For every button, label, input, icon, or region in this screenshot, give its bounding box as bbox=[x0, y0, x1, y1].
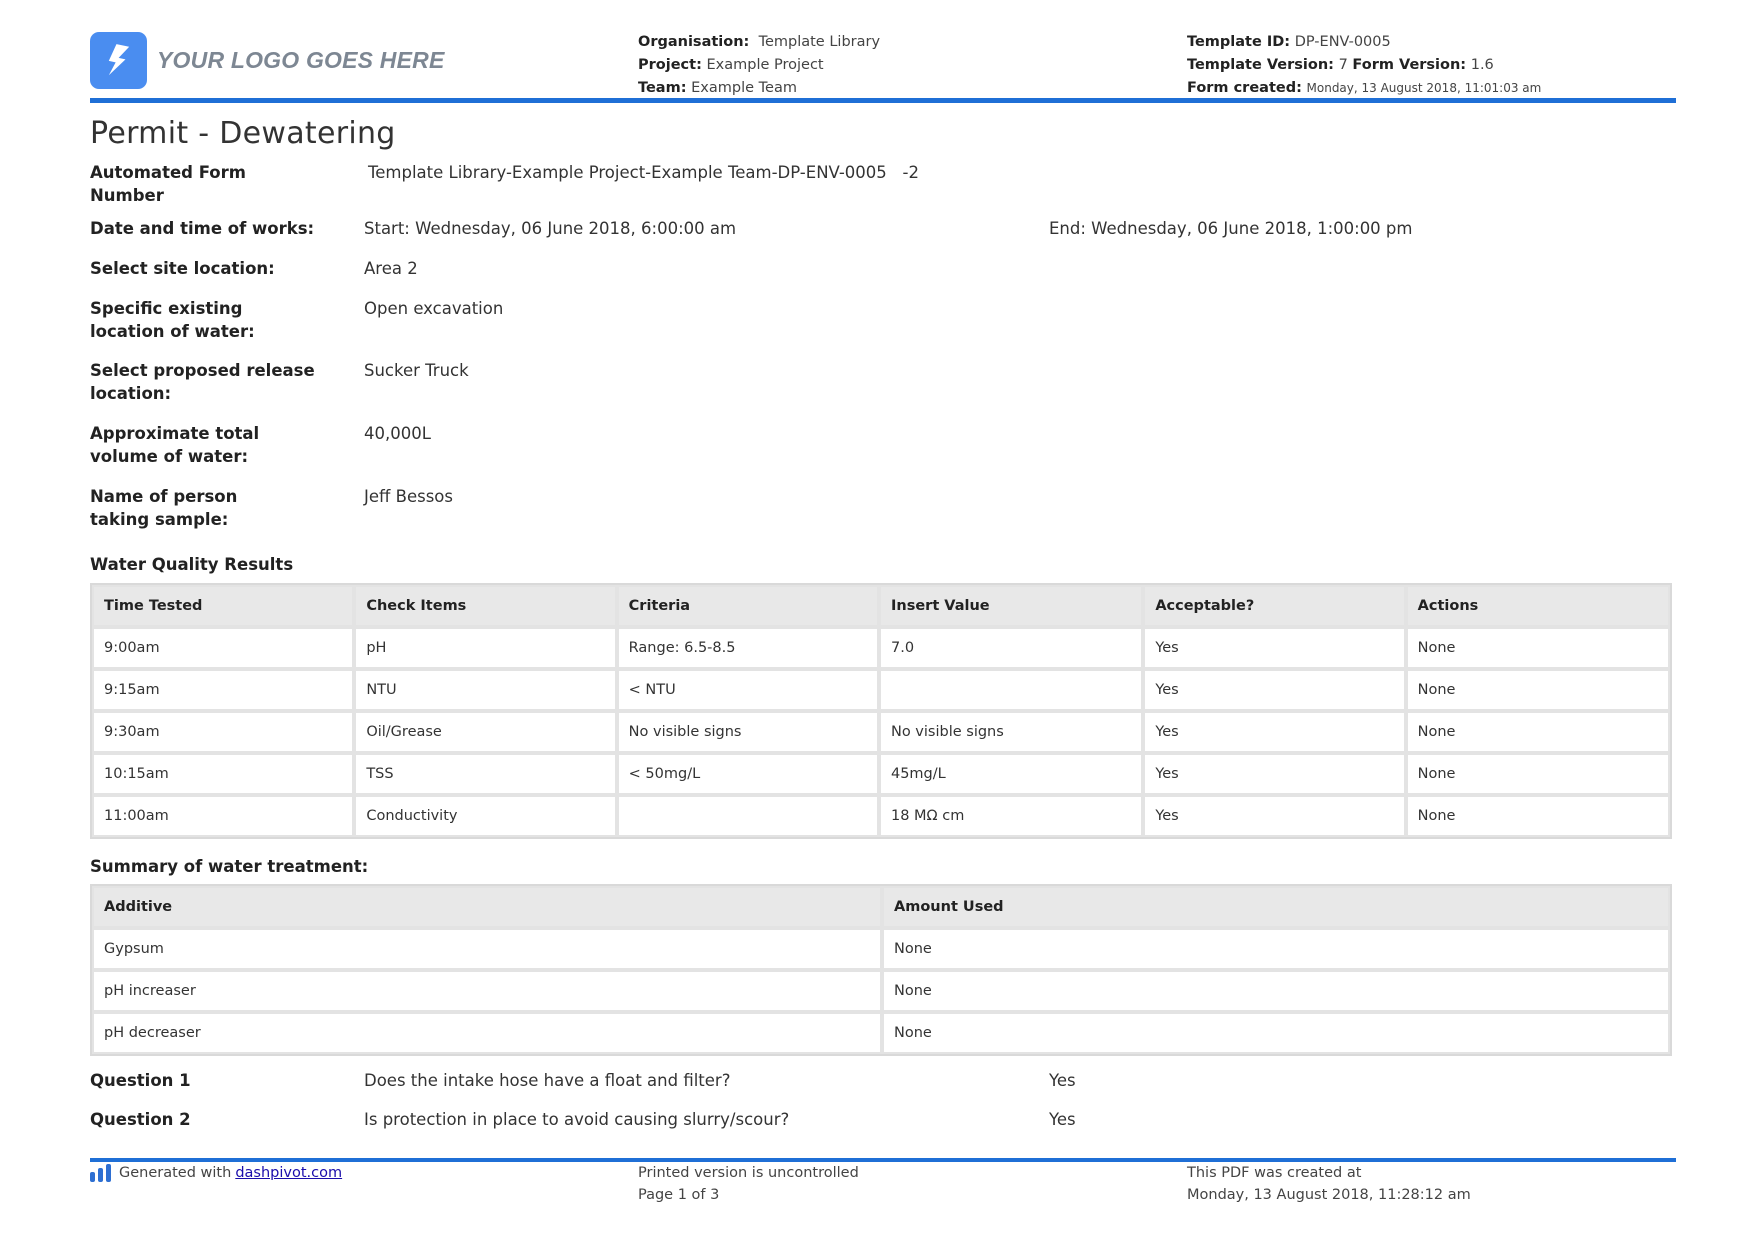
table-cell: No visible signs bbox=[879, 711, 1143, 753]
column-header: Actions bbox=[1406, 585, 1670, 627]
form-version-value: 1.6 bbox=[1470, 57, 1494, 73]
table-cell: None bbox=[1406, 711, 1670, 753]
table-cell: Conductivity bbox=[354, 795, 616, 837]
template-id-label: Template ID: bbox=[1187, 34, 1291, 50]
organisation-value: Template Library bbox=[758, 34, 881, 50]
table-row bbox=[92, 970, 1670, 1012]
table-row bbox=[92, 753, 1670, 795]
person-label: Name of person taking sample: bbox=[90, 487, 238, 529]
works-label: Date and time of works: bbox=[90, 219, 315, 238]
table-cell: None bbox=[882, 928, 1670, 970]
treatment-table bbox=[90, 884, 1672, 1056]
table-cell: Yes bbox=[1143, 669, 1405, 711]
water-quality-table bbox=[90, 583, 1672, 839]
table-cell: 7.0 bbox=[879, 627, 1143, 669]
table-cell: 10:15am bbox=[92, 753, 354, 795]
question-1-text: Does the intake hose have a float and filter? bbox=[364, 1071, 731, 1090]
column-header: Check Items bbox=[354, 585, 616, 627]
table-cell bbox=[617, 795, 879, 837]
release-location-label: Select proposed release location: bbox=[90, 361, 315, 403]
project-label: Project: bbox=[638, 57, 702, 73]
form-version-label: Form Version: bbox=[1352, 57, 1467, 73]
table-cell: TSS bbox=[354, 753, 616, 795]
footer-generated bbox=[90, 1162, 342, 1184]
table-row bbox=[92, 795, 1670, 837]
table-row bbox=[92, 627, 1670, 669]
generated-text: Generated with bbox=[119, 1165, 232, 1181]
question-2-answer: Yes bbox=[1049, 1110, 1076, 1129]
works-start-value: Start: Wednesday, 06 June 2018, 6:00:00 am bbox=[364, 219, 737, 238]
table-cell bbox=[879, 669, 1143, 711]
table-cell: Yes bbox=[1143, 795, 1405, 837]
team-label: Team: bbox=[638, 80, 687, 96]
header-divider bbox=[90, 98, 1676, 103]
page-header bbox=[90, 26, 1676, 104]
existing-location-label: Specific existing location of water: bbox=[90, 299, 255, 341]
table-cell: None bbox=[1406, 669, 1670, 711]
question-2-label: Question 2 bbox=[90, 1110, 191, 1129]
footer-print-info bbox=[638, 1162, 859, 1206]
column-header: Additive bbox=[92, 886, 882, 928]
pdf-created-date: Monday, 13 August 2018, 11:28:12 am bbox=[1187, 1187, 1471, 1203]
uncontrolled-notice: Printed version is uncontrolled bbox=[638, 1165, 859, 1181]
table-header-row bbox=[92, 585, 1670, 627]
form-created-value: Monday, 13 August 2018, 11:01:03 am bbox=[1306, 81, 1542, 95]
table-row bbox=[92, 669, 1670, 711]
table-cell: pH increaser bbox=[92, 970, 882, 1012]
form-number-label: Automated Form Number bbox=[90, 163, 246, 205]
table-cell: None bbox=[1406, 795, 1670, 837]
table-row bbox=[92, 711, 1670, 753]
page-title: Permit - Dewatering bbox=[90, 116, 396, 151]
column-header: Insert Value bbox=[879, 585, 1143, 627]
header-template-info bbox=[1187, 31, 1541, 100]
table-cell: 9:00am bbox=[92, 627, 354, 669]
table-cell: Gypsum bbox=[92, 928, 882, 970]
project-value: Example Project bbox=[706, 57, 824, 73]
table-cell: < NTU bbox=[617, 669, 879, 711]
table-cell: Oil/Grease bbox=[354, 711, 616, 753]
template-version-label: Template Version: bbox=[1187, 57, 1334, 73]
table-cell: pH bbox=[354, 627, 616, 669]
column-header: Time Tested bbox=[92, 585, 354, 627]
question-1-answer: Yes bbox=[1049, 1071, 1076, 1090]
column-header: Amount Used bbox=[882, 886, 1670, 928]
table-cell: 9:15am bbox=[92, 669, 354, 711]
table-cell: 11:00am bbox=[92, 795, 354, 837]
table-cell: pH decreaser bbox=[92, 1012, 882, 1054]
table-cell: None bbox=[882, 970, 1670, 1012]
existing-location-value: Open excavation bbox=[364, 299, 504, 318]
dashpivot-icon bbox=[90, 1164, 111, 1182]
volume-label: Approximate total volume of water: bbox=[90, 424, 260, 466]
organisation-label: Organisation: bbox=[638, 34, 750, 50]
volume-value: 40,000L bbox=[364, 424, 431, 443]
table-cell: < 50mg/L bbox=[617, 753, 879, 795]
column-header: Criteria bbox=[617, 585, 879, 627]
table-cell: 45mg/L bbox=[879, 753, 1143, 795]
table-cell: None bbox=[1406, 627, 1670, 669]
dashpivot-link[interactable]: dashpivot.com bbox=[235, 1165, 343, 1181]
form-number-value: Template Library-Example Project-Example Team-DP-ENV-0005 -2 bbox=[368, 163, 919, 182]
site-value: Area 2 bbox=[364, 259, 418, 278]
table-cell: None bbox=[882, 1012, 1670, 1054]
site-label: Select site location: bbox=[90, 259, 275, 278]
table-row bbox=[92, 1012, 1670, 1054]
logo-text: YOUR LOGO GOES HERE bbox=[157, 47, 445, 73]
table-row bbox=[92, 928, 1670, 970]
table-header-row bbox=[92, 886, 1670, 928]
table-cell: Yes bbox=[1143, 753, 1405, 795]
table-cell: Yes bbox=[1143, 627, 1405, 669]
treatment-title: Summary of water treatment: bbox=[90, 857, 369, 876]
header-project-info bbox=[638, 31, 880, 100]
question-1-label: Question 1 bbox=[90, 1071, 191, 1090]
team-value: Example Team bbox=[691, 80, 797, 96]
column-header: Acceptable? bbox=[1143, 585, 1405, 627]
table-cell: 18 MΩ cm bbox=[879, 795, 1143, 837]
template-id-value: DP-ENV-0005 bbox=[1294, 34, 1391, 50]
release-location-value: Sucker Truck bbox=[364, 361, 469, 380]
table-cell: No visible signs bbox=[617, 711, 879, 753]
form-created-label: Form created: bbox=[1187, 80, 1302, 96]
company-logo bbox=[90, 32, 445, 89]
works-end-value: End: Wednesday, 06 June 2018, 1:00:00 pm bbox=[1049, 219, 1413, 238]
water-quality-title: Water Quality Results bbox=[90, 555, 294, 574]
pdf-created-label: This PDF was created at bbox=[1187, 1165, 1362, 1181]
table-cell: Yes bbox=[1143, 711, 1405, 753]
footer-created-info bbox=[1187, 1162, 1471, 1206]
table-cell: None bbox=[1406, 753, 1670, 795]
template-version-value: 7 bbox=[1338, 57, 1348, 73]
question-2-text: Is protection in place to avoid causing slurry/scour? bbox=[364, 1110, 790, 1129]
logo-icon bbox=[90, 32, 147, 89]
table-cell: 9:30am bbox=[92, 711, 354, 753]
person-value: Jeff Bessos bbox=[364, 487, 453, 506]
page-number: Page 1 of 3 bbox=[638, 1187, 720, 1203]
table-cell: Range: 6.5-8.5 bbox=[617, 627, 879, 669]
table-cell: NTU bbox=[354, 669, 616, 711]
